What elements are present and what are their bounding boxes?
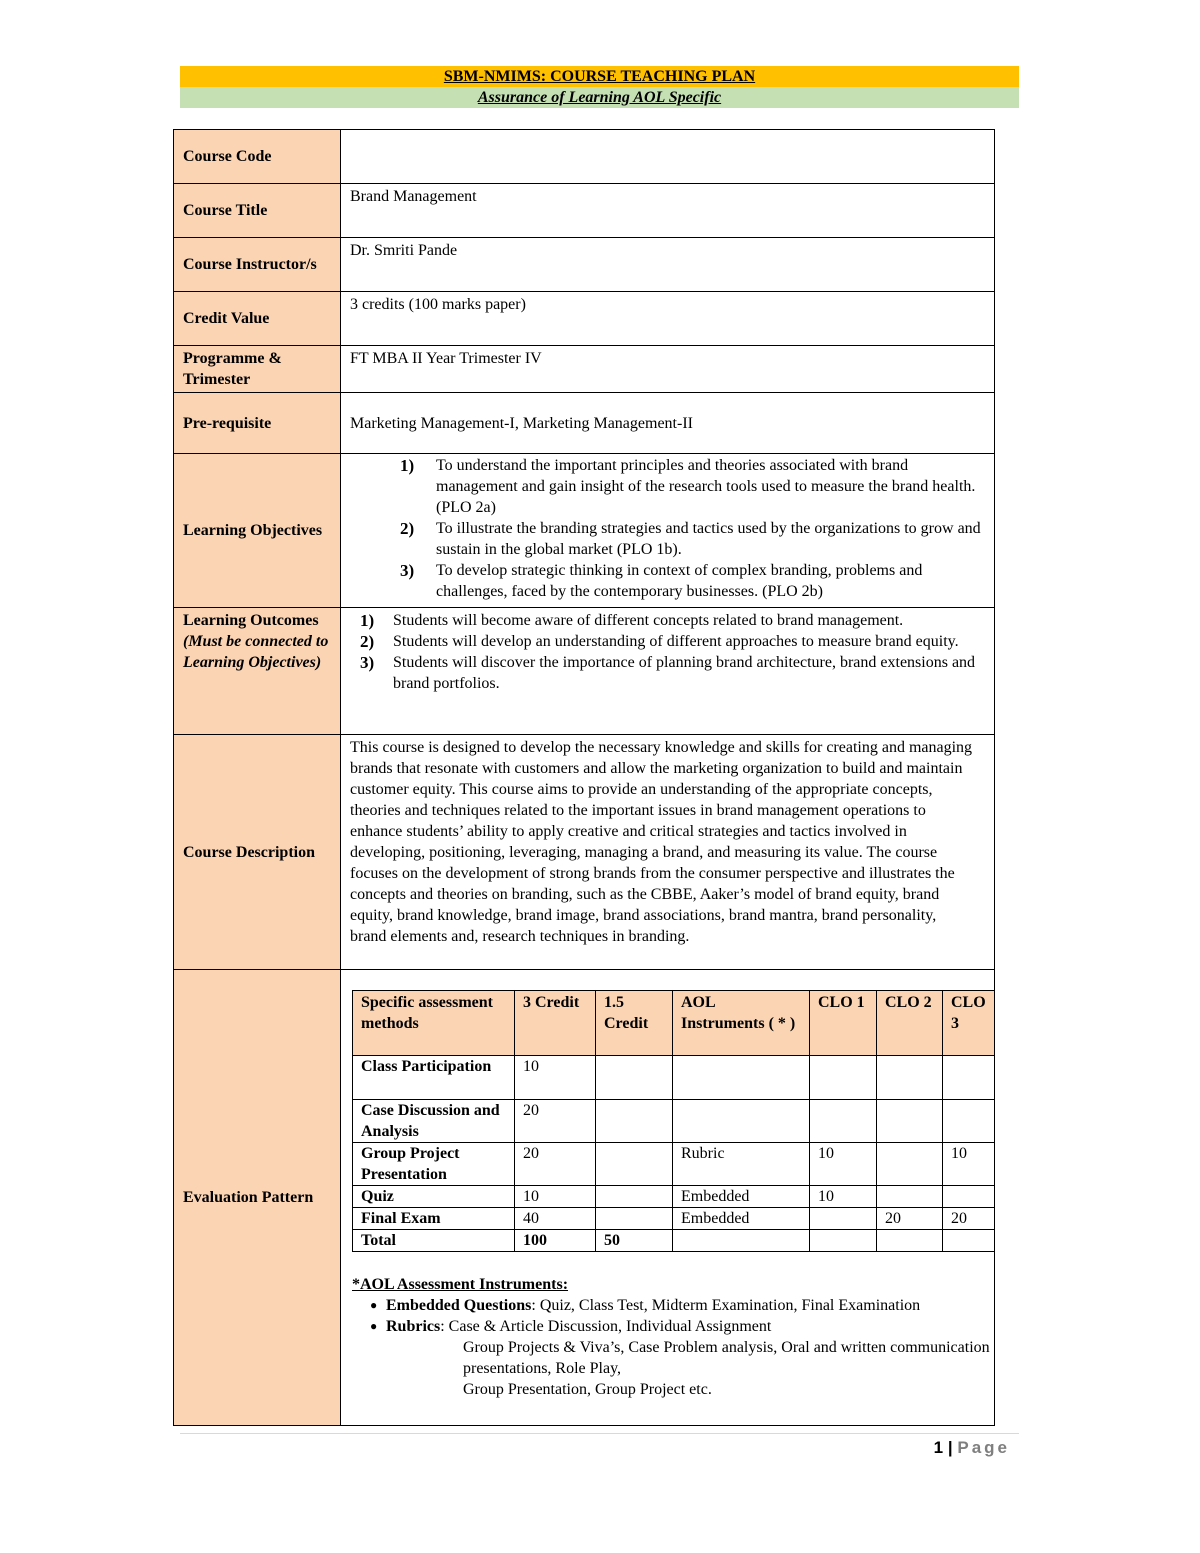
footer-divider — [180, 1433, 1019, 1434]
bullet-icon: ● — [370, 1298, 378, 1312]
programme-value: FT MBA II Year Trimester IV — [341, 346, 995, 393]
table-row: Group Project Presentation 20 Rubric 10 10 — [353, 1143, 995, 1186]
outcomes-label-note: (Must be connected to Learning Objectives) — [183, 633, 329, 671]
evaluation-label: Evaluation Pattern — [174, 970, 341, 1426]
rubrics-extra: Group Presentation, Group Project etc. — [463, 1381, 712, 1398]
eval-header-cell: Specific assessment methods — [353, 991, 515, 1056]
description-text: This course is designed to develop the necessary knowledge and skills for creating and managing brands that resonate with customers and allow the marketing organization to build and maintain customer equity. This course aims to provide an understanding of the appropriate concepts, theories and techniques related to the important issues in brand management operations to enhance students’ ability to apply creative and critical strategies and tactics involved in developing, positioning, leveraging, managing a brand, and measuring its value. The course focuses on the development of strong brands from the consumer perspective and illustrates the concepts and theories on branding, such as the CBBE, Aaker’s model of brand equity, brand equity, brand knowledge, brand image, brand associations, brand mantra, brand personality, brand elements and, research techniques in branding. — [341, 735, 995, 970]
row-credit — [174, 292, 995, 346]
course-code-value — [341, 130, 995, 184]
eval-header-cell: CLO 2 — [877, 991, 943, 1056]
evaluation-table — [352, 990, 995, 1252]
page-word: Page — [957, 1438, 1010, 1457]
table-row-total: Total 100 50 — [353, 1230, 995, 1252]
eval-header-cell: CLO 1 — [810, 991, 877, 1056]
course-code-label: Course Code — [174, 130, 341, 184]
row-evaluation-pattern — [174, 970, 995, 1426]
course-plan-table — [173, 129, 995, 1426]
eval-header-cell: 1.5 Credit — [596, 991, 673, 1056]
objective-item: 1) To understand the important principles and theories associated with brand management and gain insight of the research tools used to measure the brand health. (PLO 2a) — [400, 456, 976, 516]
objectives-label: Learning Objectives — [174, 454, 341, 608]
prerequisite-value: Marketing Management-I, Marketing Management-II — [341, 393, 995, 454]
table-row: Class Participation 10 — [353, 1056, 995, 1100]
row-programme — [174, 346, 995, 393]
objective-item: 2) To illustrate the branding strategies and tactics used by the organizations to grow and sustain in the global market (PLO 1b). — [400, 519, 981, 558]
page-number: 1 — [933, 1438, 944, 1457]
outcomes-label: Learning Outcomes — [183, 612, 319, 629]
table-row: Quiz 10 Embedded 10 — [353, 1186, 995, 1208]
instructor-value: Dr. Smriti Pande — [341, 238, 995, 292]
rubrics-extra: Group Projects & Viva’s, Case Problem analysis, Oral and written communication presentations, Role Play, — [463, 1339, 990, 1377]
outcome-item: 2) Students will develop an understanding of different approaches to measure brand equity. — [360, 632, 959, 651]
document-title: SBM-NMIMS: COURSE TEACHING PLAN — [180, 66, 1019, 87]
objectives-list — [350, 455, 986, 602]
eval-header-cell: CLO 3 — [943, 991, 995, 1056]
bullet-icon: ● — [370, 1319, 378, 1333]
table-row: Final Exam 40 Embedded 20 20 — [353, 1208, 995, 1230]
list-item: ● Rubrics: Case & Article Discussion, Individual Assignment Group Projects & Viva’s, Case Problem analysis, Oral and written communication presentations, Role Play, Group Presentation, Group Project etc. — [370, 1316, 994, 1400]
list-item: ● Embedded Questions: Quiz, Class Test, Midterm Examination, Final Examination — [370, 1297, 921, 1314]
row-course-description — [174, 735, 995, 970]
aol-instruments-list — [370, 1295, 994, 1400]
eval-header-cell: 3 Credit — [515, 991, 596, 1056]
row-instructor — [174, 238, 995, 292]
prerequisite-label: Pre-requisite — [174, 393, 341, 454]
programme-label: Programme & Trimester — [174, 346, 341, 393]
objective-item: 3) To develop strategic thinking in context of complex branding, problems and challenges, faced by the contemporary businesses. (PLO 2b) — [400, 561, 923, 600]
outcome-item: 1) Students will become aware of different concepts related to brand management. — [360, 611, 904, 630]
row-prerequisite — [174, 393, 995, 454]
instructor-label: Course Instructor/s — [174, 238, 341, 292]
course-title-label: Course Title — [174, 184, 341, 238]
row-course-title — [174, 184, 995, 238]
credit-value: 3 credits (100 marks paper) — [341, 292, 995, 346]
aol-instruments-title: *AOL Assessment Instruments: — [352, 1276, 569, 1293]
credit-label: Credit Value — [174, 292, 341, 346]
course-title-value: Brand Management — [341, 184, 995, 238]
footer-separator: | — [947, 1438, 953, 1457]
document-subtitle: Assurance of Learning AOL Specific — [180, 87, 1019, 108]
description-label: Course Description — [174, 735, 341, 970]
outcome-item: 3) Students will discover the importance of planning brand architecture, brand extensions and brand portfolios. — [360, 653, 976, 692]
row-learning-objectives — [174, 454, 995, 608]
table-row: Case Discussion and Analysis 20 — [353, 1100, 995, 1143]
evaluation-header-row — [353, 991, 995, 1056]
page-footer — [934, 1438, 1010, 1458]
row-learning-outcomes — [174, 608, 995, 735]
outcomes-list — [350, 610, 986, 694]
row-course-code — [174, 130, 995, 184]
eval-header-cell: AOL Instruments ( * ) — [673, 991, 810, 1056]
